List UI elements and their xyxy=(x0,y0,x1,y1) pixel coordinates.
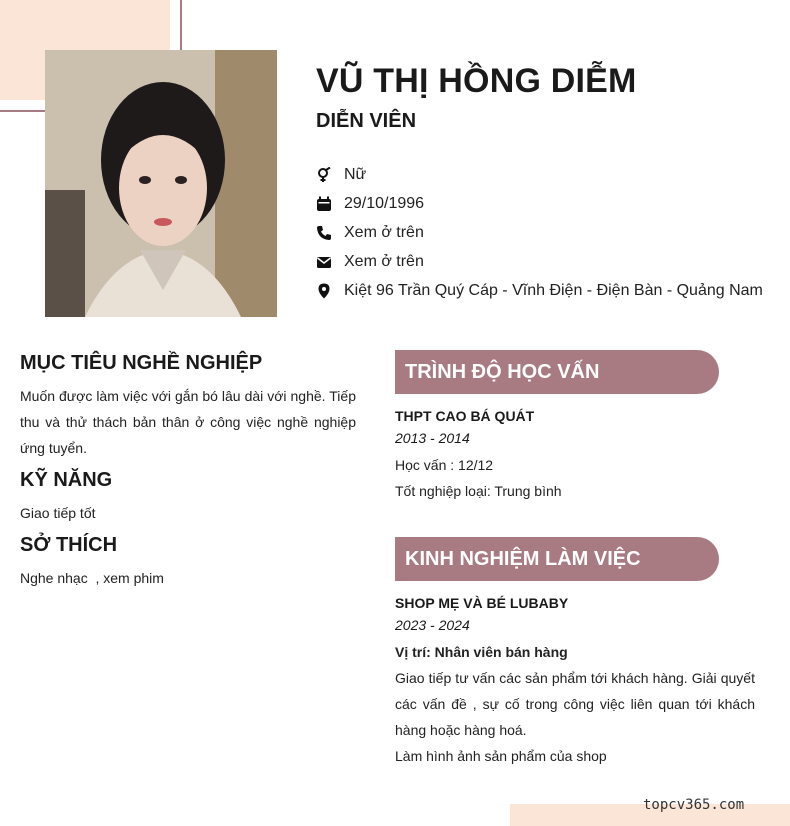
contact-gender: Nữ xyxy=(344,165,367,183)
left-column xyxy=(20,352,356,599)
education-period: 2013 - 2014 xyxy=(395,430,470,446)
footer-watermark: topcv365.com xyxy=(643,797,745,813)
experience-position: Vị trí: Nhân viên bán hàng xyxy=(395,644,568,660)
calendar-icon xyxy=(316,196,332,212)
education-school: THPT CAO BÁ QUÁT xyxy=(395,408,535,424)
education-line: Học vấn : 12/12 xyxy=(395,457,494,473)
skills-section xyxy=(20,469,356,526)
contact-address: Kiệt 96 Trần Quý Cáp - Vĩnh Điện - Điện Bàn - Quảng Nam xyxy=(344,281,763,299)
skills-title: KỸ NĂNG xyxy=(20,469,113,491)
education-title: TRÌNH ĐỘ HỌC VẤN xyxy=(395,350,719,394)
portrait-illustration xyxy=(45,50,277,317)
hobbies-title: SỞ THÍCH xyxy=(20,534,118,556)
phone-icon xyxy=(316,225,332,241)
gender-icon xyxy=(316,167,332,183)
education-line: Tốt nghiệp loại: Trung bình xyxy=(395,483,562,499)
education-section xyxy=(395,350,755,504)
location-icon xyxy=(316,283,332,299)
contact-birthday: 29/10/1996 xyxy=(344,194,425,212)
contact-item-birthday xyxy=(316,189,763,218)
candidate-role: DIỄN VIÊN xyxy=(316,110,417,132)
contact-list xyxy=(316,160,763,305)
experience-line: Giao tiếp tư vấn các sản phẩm tới khách hàng. Giải quyết các vấn đề , sự cố trong công việc liên quan tới khách hàng hoặc hàng hoá. xyxy=(395,670,755,738)
hobbies-text: Nghe nhạc , xem phim xyxy=(20,570,164,586)
skills-text: Giao tiếp tốt xyxy=(20,505,96,521)
profile-photo xyxy=(45,50,277,317)
experience-company: SHOP MẸ VÀ BÉ LUBABY xyxy=(395,595,569,611)
experience-section xyxy=(395,537,755,769)
hobbies-section xyxy=(20,534,356,591)
experience-period: 2023 - 2024 xyxy=(395,617,470,633)
objective-section xyxy=(20,352,356,461)
contact-item-address xyxy=(316,276,763,305)
objective-text: Muốn được làm việc với gắn bó lâu dài với nghề. Tiếp thu và thử thách bản thân ở công việc nghề nghiệp ứng tuyển. xyxy=(20,388,356,456)
objective-title: MỤC TIÊU NGHỀ NGHIỆP xyxy=(20,352,263,374)
experience-line: Làm hình ảnh sản phẩm của shop xyxy=(395,748,607,764)
contact-phone[interactable]: Xem ở trên xyxy=(344,223,424,241)
email-icon xyxy=(316,254,332,270)
experience-title: KINH NGHIỆM LÀM VIỆC xyxy=(395,537,719,581)
contact-item-email[interactable] xyxy=(316,247,763,276)
contact-item-gender xyxy=(316,160,763,189)
candidate-name: VŨ THỊ HỒNG DIỄM xyxy=(316,62,637,100)
contact-email[interactable]: Xem ở trên xyxy=(344,252,424,270)
contact-item-phone[interactable] xyxy=(316,218,763,247)
